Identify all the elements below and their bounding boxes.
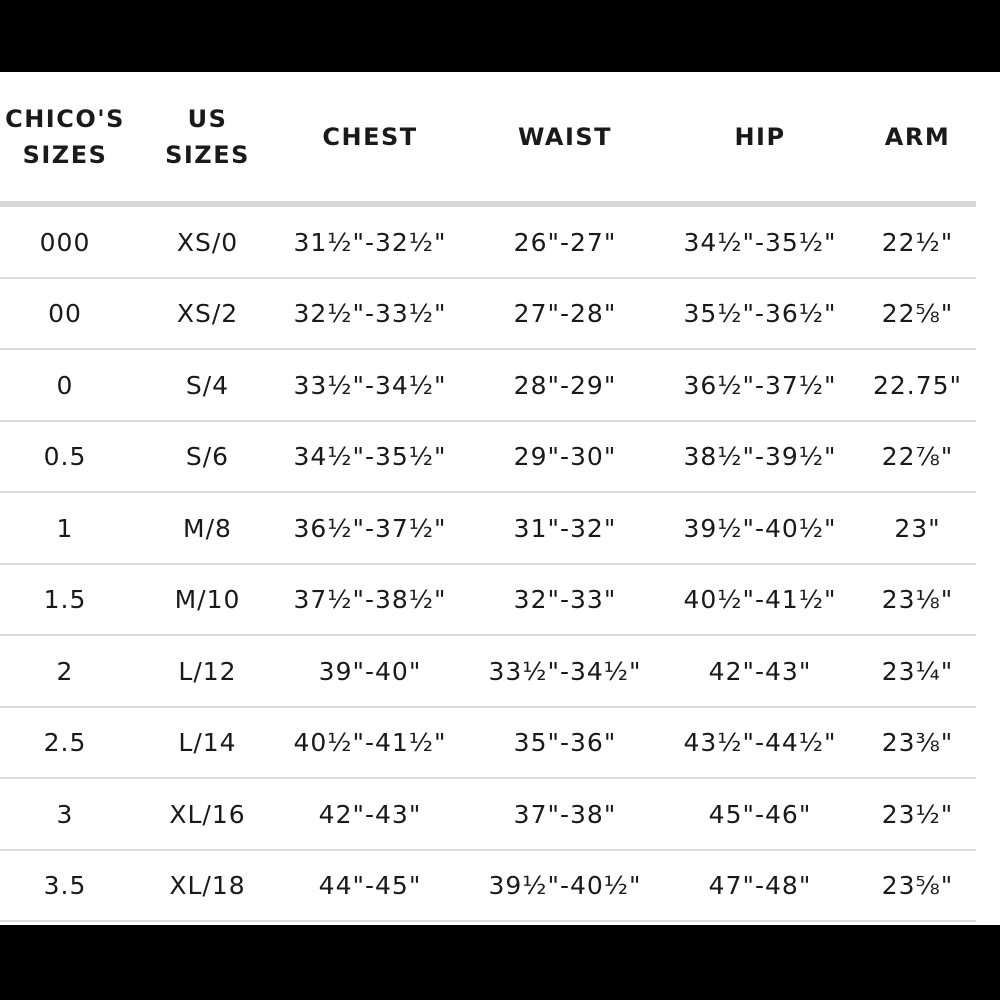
cell-waist: 28"-29"	[513, 370, 617, 400]
cell-arm: 23½"	[881, 799, 954, 829]
cell-arm: 23⅛"	[881, 585, 954, 614]
cell-chest: 34½"-35½"	[293, 442, 447, 471]
cell-chest: 37½"-38½"	[293, 585, 447, 614]
size-chart-table	[0, 72, 1000, 925]
cell-arm: 23¼"	[881, 656, 954, 686]
table-row	[0, 851, 1000, 923]
cell-hip: 45"-46"	[708, 799, 812, 829]
cell-arm: 22⅝"	[881, 299, 954, 328]
table-row	[0, 422, 1000, 494]
cell-arm: 22½"	[881, 227, 954, 257]
header-us-sizes: US SIZES	[165, 105, 250, 169]
cell-chicos-size: 2	[56, 656, 74, 686]
header-hip: HIP	[734, 123, 786, 151]
cell-hip: 47"-48"	[708, 871, 812, 900]
bottom-black-band	[0, 925, 1000, 1000]
cell-chest: 36½"-37½"	[293, 513, 447, 543]
cell-waist: 33½"-34½"	[488, 656, 642, 686]
table-row	[0, 207, 1000, 279]
top-black-band	[0, 0, 1000, 72]
cell-chest: 40½"-41½"	[293, 728, 447, 757]
cell-chest: 33½"-34½"	[293, 370, 447, 400]
header-chicos-sizes: CHICO'S SIZES	[5, 105, 125, 169]
cell-hip: 34½"-35½"	[683, 227, 837, 257]
table-row	[0, 350, 1000, 422]
table-row	[0, 708, 1000, 780]
cell-arm: 23"	[894, 513, 941, 543]
cell-chicos-size: 0.5	[43, 442, 87, 471]
cell-waist: 32"-33"	[513, 585, 617, 614]
cell-arm: 22⅞"	[881, 442, 954, 471]
cell-waist: 31"-32"	[513, 513, 617, 543]
cell-us-size: S/6	[185, 442, 230, 471]
header-arm: ARM	[884, 123, 951, 151]
cell-hip: 39½"-40½"	[683, 513, 837, 543]
header-waist: WAIST	[517, 123, 613, 151]
cell-us-size: M/8	[183, 513, 232, 543]
table-row	[0, 636, 1000, 708]
table-row	[0, 279, 1000, 351]
cell-arm: 23⅜"	[881, 728, 954, 757]
cell-us-size: L/12	[178, 656, 237, 686]
cell-us-size: XL/16	[169, 799, 246, 829]
cell-hip: 36½"-37½"	[683, 370, 837, 400]
cell-waist: 35"-36"	[513, 728, 617, 757]
cell-hip: 40½"-41½"	[683, 585, 837, 614]
cell-hip: 35½"-36½"	[683, 299, 837, 328]
cell-us-size: XL/18	[169, 871, 246, 900]
header-chest: CHEST	[322, 123, 418, 151]
row-divider	[0, 920, 976, 922]
cell-us-size: XS/0	[176, 227, 239, 257]
cell-hip: 38½"-39½"	[683, 442, 837, 471]
cell-chicos-size: 1.5	[43, 585, 87, 614]
cell-chest: 44"-45"	[318, 871, 422, 900]
cell-waist: 29"-30"	[513, 442, 617, 471]
cell-chicos-size: 00	[48, 299, 82, 328]
cell-chicos-size: 2.5	[43, 728, 87, 757]
cell-hip: 42"-43"	[708, 656, 812, 686]
table-row	[0, 565, 1000, 637]
cell-arm: 22.75"	[872, 370, 963, 400]
cell-waist: 27"-28"	[513, 299, 617, 328]
cell-chest: 32½"-33½"	[293, 299, 447, 328]
cell-chest: 42"-43"	[318, 799, 422, 829]
cell-chicos-size: 3	[56, 799, 74, 829]
table-row	[0, 779, 1000, 851]
cell-arm: 23⅝"	[881, 871, 954, 900]
cell-us-size: XS/2	[176, 299, 239, 328]
cell-waist: 39½"-40½"	[488, 871, 642, 900]
cell-waist: 26"-27"	[513, 227, 617, 257]
cell-us-size: L/14	[178, 728, 237, 757]
cell-chest: 39"-40"	[318, 656, 422, 686]
cell-chest: 31½"-32½"	[293, 227, 447, 257]
cell-waist: 37"-38"	[513, 799, 617, 829]
table-row	[0, 493, 1000, 565]
cell-us-size: S/4	[185, 370, 230, 400]
cell-chicos-size: 0	[56, 370, 74, 400]
cell-chicos-size: 000	[39, 227, 91, 257]
table-header-row	[0, 72, 1000, 202]
cell-chicos-size: 3.5	[43, 871, 87, 900]
cell-chicos-size: 1	[56, 513, 74, 543]
cell-us-size: M/10	[174, 585, 241, 614]
cell-hip: 43½"-44½"	[683, 728, 837, 757]
